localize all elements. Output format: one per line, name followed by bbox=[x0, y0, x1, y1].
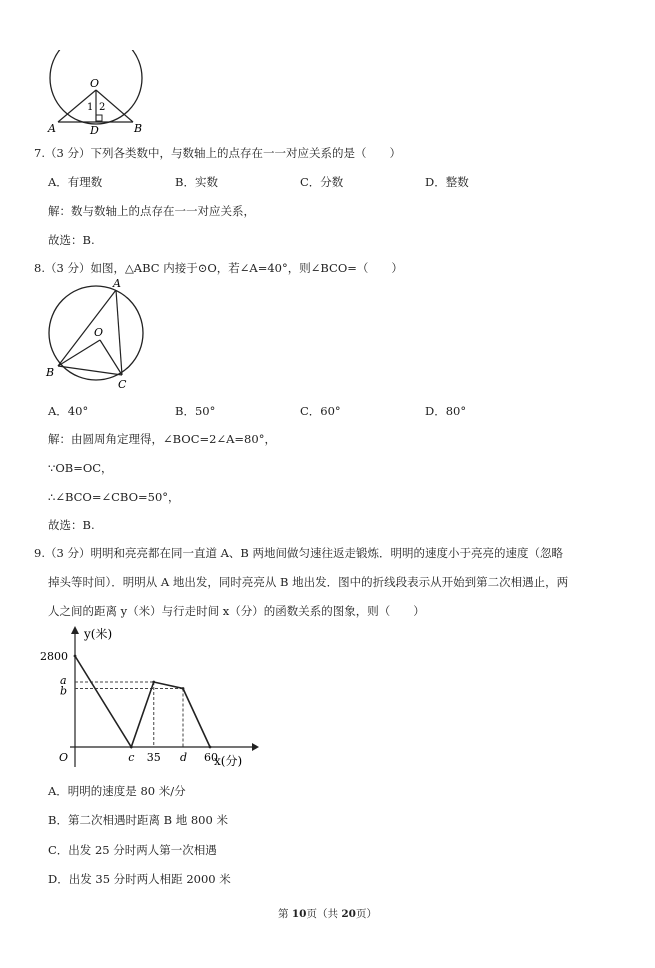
q7-option-d: D．整数 bbox=[425, 175, 469, 189]
footer-suffix: 页） bbox=[355, 908, 377, 920]
y-axis-label: y(米) bbox=[84, 627, 113, 641]
question-9-stem-line-1: 9.（3 分）明明和亮亮都在同一直道 A、B 两地间做匀速往返走锻炼．明明的速度小于亮亮的速度（忽略 bbox=[34, 546, 564, 560]
side-ac bbox=[116, 290, 122, 375]
x-axis-arrow bbox=[252, 743, 259, 751]
circle-figure-q8 bbox=[40, 278, 150, 396]
label-a: A bbox=[48, 122, 56, 135]
y-tick-label-2: b bbox=[60, 684, 68, 698]
q9-option-d: D．出发 35 分时两人相距 2000 米 bbox=[48, 872, 231, 886]
label-a: A bbox=[113, 278, 121, 290]
q8-solution-line-4: 故选：B. bbox=[48, 518, 95, 532]
question-7-stem: 7.（3 分）下列各类数中，与数轴上的点存在一一对应关系的是（ ） bbox=[34, 146, 401, 160]
x-tick-label-4: 60 bbox=[204, 751, 218, 764]
q7-solution-line-1: 解：数与数轴上的点存在一一对应关系， bbox=[48, 204, 255, 218]
x-tick-label-2: 35 bbox=[146, 751, 161, 764]
circle-figure-q6 bbox=[40, 50, 160, 140]
footer-prefix: 第 bbox=[278, 908, 292, 920]
x-axis-label: x(分) bbox=[214, 754, 243, 768]
label-angle-2: 2 bbox=[99, 102, 106, 113]
label-o: O bbox=[94, 326, 104, 339]
q8-option-b: B．50° bbox=[175, 404, 216, 418]
question-9-stem-line-2: 掉头等时间）．明明从 A 地出发，同时亮亮从 B 地出发．图中的折线段表示从开始到第二次相遇止，两 bbox=[48, 575, 569, 589]
label-b: B bbox=[134, 122, 143, 135]
page-footer bbox=[0, 906, 655, 921]
label-d: D bbox=[90, 124, 99, 137]
series-point-2 bbox=[152, 681, 155, 684]
y-tick-label-1: a bbox=[60, 674, 67, 687]
x-tick-label-3: d bbox=[180, 751, 188, 764]
series-point-1 bbox=[130, 746, 133, 749]
label-b: B bbox=[46, 366, 55, 379]
x-tick-label-0: O bbox=[59, 751, 69, 764]
x-tick-label-1: c bbox=[128, 751, 135, 764]
label-o: O bbox=[90, 77, 100, 90]
q8-solution-line-3: ∴∠BCO=∠CBO=50°， bbox=[48, 490, 180, 504]
q8-option-c: C．60° bbox=[300, 404, 341, 418]
q7-option-a: A．有理数 bbox=[48, 175, 103, 189]
q8-solution-line-1: 解：由圆周角定理得，∠BOC=2∠A=80°， bbox=[48, 432, 276, 446]
distance-time-graph bbox=[30, 622, 260, 772]
q7-option-b: B．实数 bbox=[175, 175, 218, 189]
q8-option-d: D．80° bbox=[425, 404, 467, 418]
label-angle-1: 1 bbox=[87, 102, 94, 113]
series-point-4 bbox=[209, 746, 212, 749]
question-8-stem: 8.（3 分）如图，△ABC 内接于⊙O，若∠A=40°，则∠BCO=（ ） bbox=[34, 261, 403, 275]
q8-solution-line-2: ∵OB=OC， bbox=[48, 461, 113, 475]
q9-option-c: C．出发 25 分时两人第一次相遇 bbox=[48, 843, 217, 857]
y-tick-label-0: 2800 bbox=[40, 650, 68, 663]
segment-ob bbox=[58, 340, 100, 366]
q9-option-b: B．第二次相遇时距离 B 地 800 米 bbox=[48, 813, 228, 827]
series-line-distance bbox=[75, 656, 210, 747]
footer-page-number: 10 bbox=[291, 908, 307, 920]
footer-mid: 页（共 bbox=[306, 908, 342, 920]
q9-option-a: A．明明的速度是 80 米/分 bbox=[48, 784, 186, 798]
q7-solution-line-2: 故选：B. bbox=[48, 233, 95, 247]
q8-option-a: A．40° bbox=[48, 404, 89, 418]
question-9-stem-line-3: 人之间的距离 y（米）与行走时间 x（分）的函数关系的图象，则（ ） bbox=[48, 604, 425, 618]
side-ab bbox=[58, 290, 116, 366]
y-axis-arrow bbox=[71, 626, 79, 634]
segment-oc bbox=[100, 340, 122, 375]
footer-total-pages: 20 bbox=[341, 908, 356, 920]
right-angle-mark bbox=[96, 115, 102, 121]
series-point-3 bbox=[182, 687, 185, 690]
q7-option-c: C．分数 bbox=[300, 175, 344, 189]
series-point-0 bbox=[74, 655, 77, 658]
label-c: C bbox=[118, 378, 127, 391]
